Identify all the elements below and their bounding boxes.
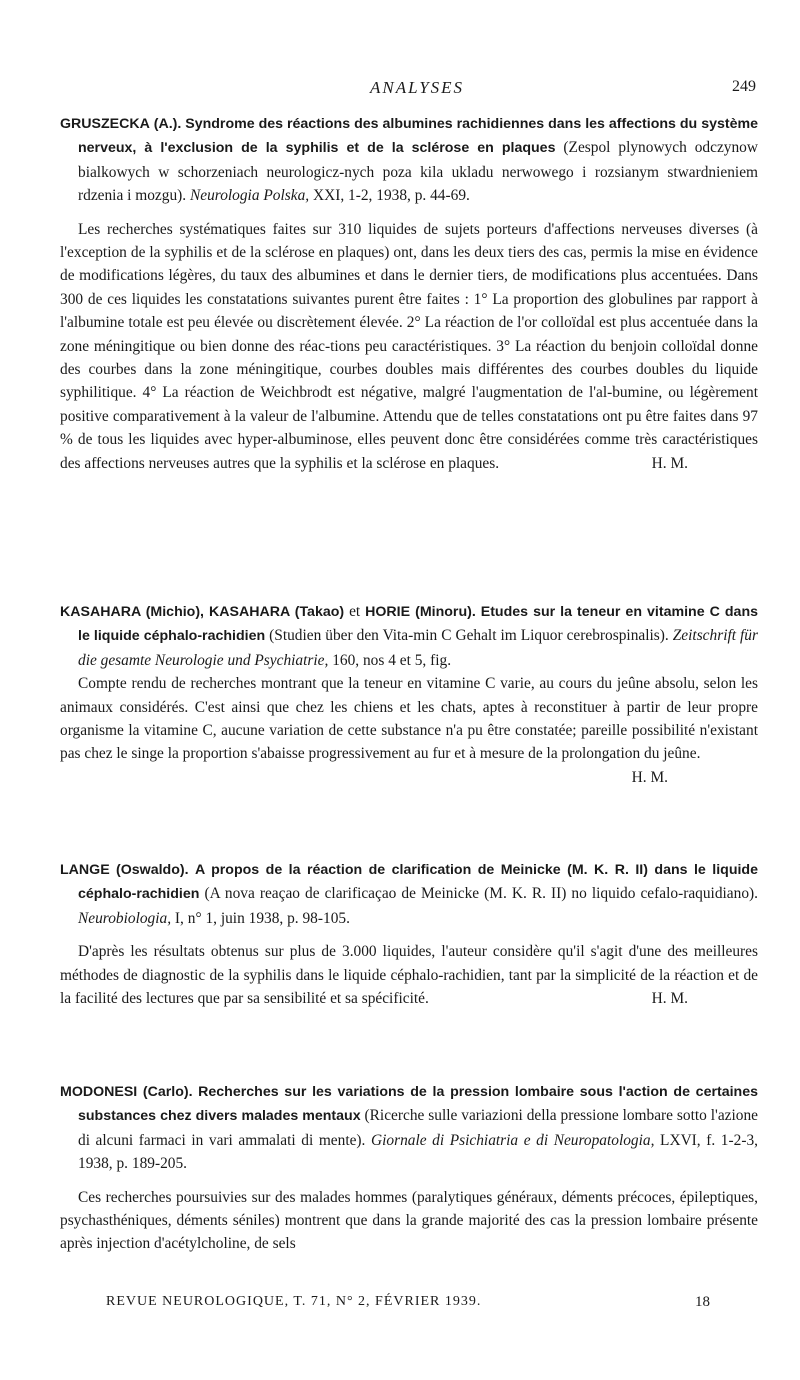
original-title: (Zespol plynowych odczynow bialkowych w schorzeniach neurologicz-nych poza kila ukladu nerwowego i rozsianym stwardnieniem rdzenia i mozgu). [78,139,758,205]
journal-name: Zeitschrift für die gesamte Neurologie und Psychiatrie, [78,627,758,669]
author-connector: et [349,603,361,620]
article-citation [60,600,758,672]
journal-reference: LXVI, f. 1-2-3, 1938, p. 189-205. [78,1131,758,1173]
article-modonesi [60,1080,758,1256]
author-initials: (Carlo). [142,1084,193,1100]
author-initials: (Oswaldo). [116,862,189,878]
journal-reference: I, n° 1, juin 1938, p. 98-105. [174,909,350,927]
author: MODONESI [60,1084,138,1100]
reviewer-initials: H. M. [631,768,668,786]
journal-name: Neurobiologia, [78,909,172,927]
journal-reference: 160, nos 4 et 5, fig. [332,651,452,669]
reviewer-initials: H. M. [651,454,688,472]
signature-mark: 18 [695,1294,710,1310]
article-title: Syndrome des réactions des albumines rachidiennes dans les affections du système nerveux, à l'exclusion de la syphilis et de la sclérose en plaques [78,116,758,157]
author-initials: (A.). [153,116,182,132]
article-abstract [60,672,758,766]
article-lange [60,858,758,1010]
abstract-text: Les recherches systématiques faites sur 310 liquides de sujets porteurs d'affections nerveuses diverses (à l'exception de la syphilis et de la sclérose en plaques) ont, dans les deux tiers des cas, permis la mise en évidence de modifications légères, du taux des albumines et dans le dernier tiers, de modifications plus accentuées. Dans 300 de ces liquides les constatations suivantes purent être faites : 1° La proportion des globulines par rapport à l'albumine totale est peu élevée ou discrètement élevée. 2° La réaction de l'or colloïdal est plus accentuée dans la zone méningitique ou bien donne des réac-tions peu caractéristiques. 3° La réaction du benjoin colloïdal donne des courbes dans la zone méningitique, courbes doubles mais différentes des courbes doubles du liquide syphilitique. 4° La réaction de Weichbrodt est négative, malgré l'augmentation de l'al-bumine, ou légèrement positive comparativement à la valeur de l'albumine. Attendu que de telles constatations ont pu être faites dans 97 % de tous les liquides avec hyper-albuminose, elles peuvent donc être considérées comme très caractéristiques des affections nerveuses autres que la syphilis et la sclérose en plaques. [60,220,758,472]
running-head: ANALYSES [369,78,465,97]
abstract-text: Compte rendu de recherches montrant que la teneur en vitamine C varie, au cours du jeûne absolu, selon les animaux considérés. C'est ainsi que chez les chiens et les chats, aptes à reconstituer à partir de leur propre organisme la vitamine C, aucune variation de cette substance n'a pu être constatée; pareille possibilité n'existant pas chez le singe la proportion s'abaisse progressivement au fur et à mesure de la prolongation du jeûne. [60,675,758,763]
page-header [78,78,756,100]
reviewer-initials: H. M. [651,990,688,1008]
journal-name: Neurologia Polska, [189,187,310,205]
abstract-text: D'après les résultats obtenus sur plus de 3.000 liquides, l'auteur considère qu'il s'agit d'une des meilleures méthodes de diagnostic de la syphilis dans le liquide céphalo-rachidien, tant par la simplicité de la réaction et de la facilité des lectures que par sa sensibilité et sa spécificité. [60,943,758,1008]
author: GRUSZECKA [60,116,150,132]
article-title: A propos de la réaction de clarification de Meinicke (M. K. R. II) dans le liquide céphalo-rachidien [78,862,758,903]
article-abstract [60,940,758,1010]
page-number: 249 [732,78,756,95]
article-title: Etudes sur la teneur en vitamine C dans le liquide céphalo-rachidien [78,604,759,645]
journal-footer: REVUE NEUROLOGIQUE, T. 71, N° 2, FÉVRIER 1939. [106,1294,482,1309]
author-2: HORIE (Minoru). [365,604,476,620]
page-footer [106,1294,710,1310]
article-citation [60,1080,758,1176]
author: LANGE [60,862,110,878]
journal-reference: XXI, 1-2, 1938, p. 44-69. [312,187,470,205]
author: KASAHARA (Michio), KASAHARA (Takao) [60,604,345,620]
article-abstract [60,218,758,475]
original-title: (A nova reaçao de clarificaçao de Meinicke (M. K. R. II) no liquido cefalo-raquidiano). [204,885,758,903]
article-abstract [60,1186,758,1256]
article-kasahara [60,600,758,789]
article-citation [60,112,758,208]
journal-name: Giornale di Psichiatria e di Neuropatologia, [371,1131,655,1149]
abstract-text: Ces recherches poursuivies sur des malades hommes (paralytiques généraux, déments précoces, épileptiques, psychasthéniques, déments séniles) montrent que dans la grande majorité des cas la pression lombaire présente après injection d'acétylcholine, de sels [60,1188,758,1253]
article-title: Recherches sur les variations de la pression lombaire sous l'action de certaines substances chez divers malades mentaux [78,1084,758,1125]
article-gruszecka [60,112,758,475]
article-citation [60,858,758,930]
original-title: (Studien über den Vita-min C Gehalt im Liquor cerebrospinalis). [269,627,669,645]
original-title: (Ricerche sulle variazioni della pressione lombare sotto l'azione di alcuni farmaci in vari ammalati di mente). [78,1107,758,1149]
